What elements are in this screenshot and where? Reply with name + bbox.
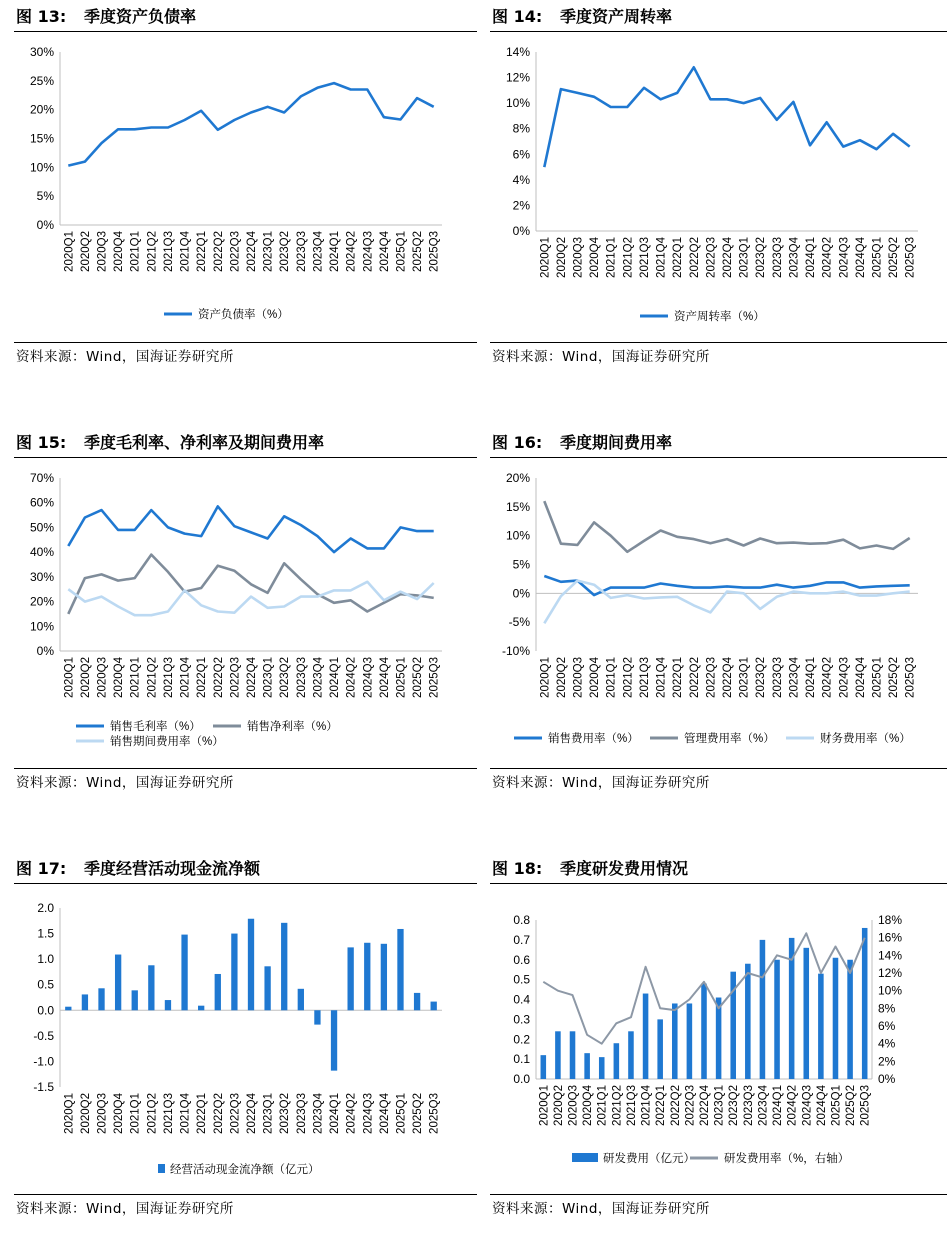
asset-turnover-chart: [490, 34, 947, 342]
x-tick-label: 2025Q1: [395, 1093, 408, 1134]
x-tick-label: 2025Q3: [428, 657, 441, 698]
y-tick-label: 10%: [505, 96, 530, 111]
x-tick-label: 2020Q2: [79, 231, 92, 272]
x-tick-label: 2020Q3: [572, 657, 585, 698]
x-tick-label: 2024Q1: [805, 657, 818, 698]
chart-panel-asset-turnover: [490, 4, 947, 399]
y-right-tick-label: 6%: [878, 1019, 896, 1033]
x-tick-label: 2025Q1: [871, 237, 884, 278]
chart-title: 图 13: 季度资产负债率: [14, 4, 477, 32]
y-tick-label: 8%: [512, 121, 530, 136]
bar: [198, 1006, 204, 1011]
x-tick-label: 2022Q3: [684, 1085, 697, 1126]
bar: [760, 940, 766, 1079]
series-line: [544, 67, 909, 167]
x-tick-label: 2024Q3: [838, 237, 851, 278]
x-tick-label: 2021Q1: [129, 1093, 142, 1134]
legend-label: 经营活动现金流净额（亿元）: [170, 1164, 320, 1176]
x-tick-label: 2024Q2: [345, 231, 358, 272]
x-tick-label: 2020Q4: [113, 1093, 126, 1134]
x-tick-label: 2024Q3: [362, 657, 375, 698]
bar: [98, 988, 104, 1010]
bar: [614, 1043, 620, 1079]
y-tick-label: 0.4: [513, 992, 530, 1007]
bar: [414, 993, 420, 1010]
y-right-tick-label: 2%: [878, 1054, 896, 1069]
y-tick-label: 20%: [29, 102, 54, 117]
x-tick-label: 2021Q4: [640, 1085, 653, 1126]
y-tick-label: 0.5: [37, 977, 54, 992]
series-line: [68, 83, 433, 166]
x-tick-label: 2025Q3: [428, 1093, 441, 1134]
y-right-tick-label: 8%: [878, 1001, 896, 1016]
x-tick-label: 2020Q1: [538, 1085, 551, 1126]
chart-title: 图 14: 季度资产周转率: [490, 4, 947, 32]
y-tick-label: -1.0: [33, 1054, 54, 1069]
x-tick-label: 2024Q1: [772, 1085, 785, 1126]
x-tick-label: 2023Q1: [262, 1093, 275, 1134]
x-tick-label: 2022Q4: [246, 1093, 258, 1134]
x-tick-label: 2023Q2: [279, 657, 292, 698]
bar: [215, 974, 221, 1010]
y-tick-label: 0%: [512, 224, 530, 238]
x-tick-label: 2021Q3: [162, 657, 175, 698]
y-tick-label: 0.3: [513, 1012, 530, 1027]
x-tick-label: 2025Q2: [888, 237, 901, 278]
rnd-expense-chart: [490, 886, 947, 1194]
y-tick-label: -5%: [508, 615, 530, 630]
bar: [541, 1055, 547, 1079]
x-tick-label: 2025Q2: [888, 657, 901, 698]
x-tick-label: 2023Q2: [728, 1085, 741, 1126]
x-tick-label: 2024Q4: [378, 231, 391, 272]
x-tick-label: 2021Q4: [655, 237, 668, 278]
y-tick-label: 0.0: [513, 1072, 530, 1086]
y-right-tick-label: 4%: [878, 1036, 896, 1051]
x-tick-label: 2021Q4: [179, 231, 192, 272]
source-note: 资料来源：Wind，国海证券研究所: [490, 342, 947, 370]
x-tick-label: 2023Q4: [788, 237, 801, 278]
x-tick-label: 2021Q1: [596, 1085, 609, 1126]
x-tick-label: 2024Q4: [854, 237, 867, 278]
y-tick-label: 50%: [29, 520, 54, 535]
x-tick-label: 2021Q2: [611, 1085, 624, 1126]
y-tick-label: 30%: [29, 569, 54, 584]
source-note: 资料来源：Wind，国海证券研究所: [490, 768, 947, 796]
x-tick-label: 2020Q2: [552, 1085, 565, 1126]
x-tick-label: 2024Q4: [815, 1085, 828, 1126]
legend-label: 销售净利率（%）: [247, 721, 338, 733]
x-tick-label: 2023Q3: [295, 657, 308, 698]
x-tick-label: 2023Q2: [755, 657, 768, 698]
x-tick-label: 2022Q3: [705, 657, 718, 698]
y-tick-label: 0.2: [513, 1032, 530, 1047]
series-line: [68, 582, 433, 615]
asset-liability-ratio-chart: [14, 34, 477, 342]
bar: [847, 960, 853, 1079]
series-line: [544, 501, 909, 552]
bar: [687, 1003, 693, 1079]
bar: [314, 1010, 320, 1024]
x-tick-label: 2024Q4: [378, 657, 391, 698]
x-tick-label: 2023Q1: [738, 657, 751, 698]
y-tick-label: 20%: [505, 471, 530, 485]
x-tick-label: 2022Q2: [212, 231, 225, 272]
legend-label: 销售期间费用率（%）: [110, 736, 224, 748]
x-tick-label: 2021Q2: [146, 231, 159, 272]
legend-swatch: [158, 1164, 165, 1173]
y-tick-label: -1.5: [33, 1080, 54, 1094]
bar: [248, 919, 254, 1011]
y-tick-label: 40%: [29, 545, 54, 560]
y-tick-label: 5%: [512, 557, 530, 572]
x-tick-label: 2021Q3: [638, 657, 651, 698]
x-tick-label: 2021Q2: [146, 1093, 159, 1134]
x-tick-label: 2020Q2: [79, 1093, 92, 1134]
legend-swatch: [572, 1153, 598, 1162]
x-tick-label: 2022Q1: [196, 657, 209, 698]
x-tick-label: 2024Q3: [838, 657, 851, 698]
x-tick-label: 2025Q3: [428, 231, 441, 272]
series-line: [68, 506, 433, 552]
bar: [331, 1010, 337, 1070]
chart-title: 图 15: 季度毛利率、净利率及期间费用率: [14, 430, 477, 458]
y-tick-label: 5%: [36, 189, 54, 204]
x-tick-label: 2020Q2: [555, 237, 568, 278]
margins-chart: [14, 460, 477, 768]
bar: [599, 1057, 605, 1079]
x-tick-label: 2024Q3: [362, 231, 375, 272]
x-tick-label: 2023Q3: [771, 237, 784, 278]
x-tick-label: 2024Q1: [329, 657, 342, 698]
bar: [264, 966, 270, 1010]
y-tick-label: 20%: [29, 594, 54, 609]
x-tick-label: 2023Q1: [713, 1085, 726, 1126]
x-tick-label: 2024Q3: [801, 1085, 814, 1126]
chart-panel-margins: [14, 430, 477, 825]
bar: [165, 1000, 171, 1010]
x-tick-label: 2021Q2: [622, 657, 635, 698]
legend-label: 研发费用率（%，右轴）: [724, 1153, 850, 1165]
x-tick-label: 2020Q4: [589, 237, 602, 278]
x-tick-label: 2024Q4: [854, 657, 867, 698]
x-tick-label: 2021Q3: [162, 231, 175, 272]
bar: [431, 1002, 437, 1011]
x-tick-label: 2023Q2: [755, 237, 768, 278]
y-tick-label: 4%: [512, 172, 530, 187]
bar: [231, 934, 237, 1011]
x-tick-label: 2023Q2: [279, 1093, 292, 1134]
x-tick-label: 2023Q3: [295, 231, 308, 272]
x-tick-label: 2025Q1: [871, 657, 884, 698]
source-note: 资料来源：Wind，国海证券研究所: [14, 342, 477, 370]
x-tick-label: 2025Q2: [412, 1093, 425, 1134]
x-tick-label: 2023Q4: [757, 1085, 770, 1126]
source-note: 资料来源：Wind，国海证券研究所: [14, 768, 477, 796]
bar: [555, 1031, 561, 1079]
x-tick-label: 2022Q2: [688, 237, 701, 278]
operating-cashflow-chart: [14, 886, 477, 1194]
x-tick-label: 2021Q3: [162, 1093, 175, 1134]
x-tick-label: 2022Q1: [672, 657, 685, 698]
x-tick-label: 2024Q1: [329, 231, 342, 272]
legend-label: 研发费用（亿元）: [603, 1153, 695, 1165]
bar: [701, 984, 707, 1079]
bar: [347, 947, 353, 1010]
x-tick-label: 2020Q3: [96, 231, 109, 272]
bar: [570, 1031, 576, 1079]
y-tick-label: 10%: [29, 160, 54, 175]
bar: [132, 990, 138, 1010]
y-tick-label: 0.8: [513, 913, 530, 927]
bar: [862, 928, 868, 1079]
legend-label: 资产周转率（%）: [674, 311, 765, 323]
bar: [298, 989, 304, 1010]
y-tick-label: 60%: [29, 495, 54, 510]
bar: [803, 948, 809, 1079]
bar: [364, 943, 370, 1011]
bar: [148, 965, 154, 1010]
x-tick-label: 2021Q1: [129, 231, 142, 272]
x-tick-label: 2020Q3: [567, 1085, 580, 1126]
x-tick-label: 2023Q1: [738, 237, 751, 278]
y-tick-label: 0.1: [513, 1052, 530, 1067]
legend-label: 管理费用率（%）: [684, 733, 775, 745]
y-tick-label: 0.7: [513, 932, 530, 947]
x-tick-label: 2020Q3: [96, 1093, 109, 1134]
x-tick-label: 2025Q3: [904, 237, 917, 278]
x-tick-label: 2024Q3: [362, 1093, 375, 1134]
x-tick-label: 2025Q1: [395, 657, 408, 698]
chart-panel-asset-liability: [14, 4, 477, 399]
bar: [745, 964, 751, 1079]
x-tick-label: 2021Q1: [605, 237, 618, 278]
x-tick-label: 2023Q4: [312, 1093, 325, 1134]
y-tick-label: 0.5: [513, 972, 530, 987]
y-tick-label: -0.5: [33, 1028, 54, 1043]
bar: [82, 994, 88, 1010]
bar: [833, 958, 839, 1079]
x-tick-label: 2025Q2: [845, 1085, 858, 1126]
series-line: [68, 555, 433, 614]
y-right-tick-label: 0%: [878, 1072, 896, 1086]
chart-title: 图 16: 季度期间费用率: [490, 430, 947, 458]
chart-panel-expense-ratios: [490, 430, 947, 825]
x-tick-label: 2025Q3: [904, 657, 917, 698]
y-tick-label: 14%: [505, 45, 530, 59]
y-right-tick-label: 14%: [878, 948, 903, 963]
bar: [818, 974, 824, 1079]
y-tick-label: 0.0: [37, 1003, 54, 1018]
x-tick-label: 2023Q2: [279, 231, 292, 272]
y-tick-label: 15%: [29, 131, 54, 146]
bar: [65, 1007, 71, 1011]
x-tick-label: 2025Q2: [412, 657, 425, 698]
y-tick-label: 70%: [29, 471, 54, 485]
y-tick-label: 30%: [29, 45, 54, 59]
y-right-tick-label: 18%: [878, 913, 903, 927]
bar: [628, 1031, 634, 1079]
x-tick-label: 2021Q4: [179, 1093, 192, 1134]
y-tick-label: 15%: [505, 499, 530, 514]
x-tick-label: 2020Q4: [113, 657, 126, 698]
bar: [181, 935, 187, 1011]
x-tick-label: 2023Q3: [295, 1093, 308, 1134]
x-tick-label: 2023Q4: [312, 657, 325, 698]
bar: [774, 960, 780, 1079]
x-tick-label: 2020Q1: [63, 657, 76, 698]
x-tick-label: 2023Q3: [771, 657, 784, 698]
source-note: 资料来源：Wind，国海证券研究所: [14, 1194, 477, 1222]
y-tick-label: 0.6: [513, 952, 530, 967]
bar: [381, 944, 387, 1010]
bar: [397, 929, 403, 1010]
x-tick-label: 2022Q1: [196, 231, 209, 272]
x-tick-label: 2024Q1: [805, 237, 818, 278]
x-tick-label: 2021Q3: [638, 237, 651, 278]
x-tick-label: 2022Q4: [699, 1085, 711, 1126]
y-tick-label: 10%: [505, 528, 530, 543]
bar: [115, 955, 121, 1011]
x-tick-label: 2020Q2: [79, 657, 92, 698]
x-tick-label: 2021Q3: [625, 1085, 638, 1126]
x-tick-label: 2024Q2: [345, 657, 358, 698]
y-tick-label: 1.0: [37, 952, 54, 967]
x-tick-label: 2022Q4: [246, 657, 258, 698]
x-tick-label: 2024Q2: [821, 657, 834, 698]
bar: [281, 923, 287, 1010]
y-tick-label: 1.5: [37, 926, 54, 941]
x-tick-label: 2022Q3: [705, 236, 718, 278]
x-tick-label: 2025Q1: [395, 231, 408, 272]
x-tick-label: 2025Q2: [412, 231, 425, 272]
x-tick-label: 2020Q4: [589, 657, 602, 698]
x-tick-label: 2022Q2: [212, 657, 225, 698]
y-tick-label: 2.0: [37, 901, 54, 915]
legend-label: 销售费用率（%）: [548, 733, 639, 745]
x-tick-label: 2020Q1: [63, 1093, 76, 1134]
x-tick-label: 2021Q2: [146, 657, 159, 698]
x-tick-label: 2024Q2: [345, 1093, 358, 1134]
x-tick-label: 2023Q3: [742, 1085, 755, 1126]
x-tick-label: 2021Q1: [605, 657, 618, 698]
chart-panel-rnd-expense: [490, 856, 947, 1251]
source-note: 资料来源：Wind，国海证券研究所: [490, 1194, 947, 1222]
y-right-tick-label: 12%: [878, 966, 903, 980]
x-tick-label: 2021Q2: [622, 237, 635, 278]
y-tick-label: 0%: [36, 644, 54, 658]
x-tick-label: 2022Q3: [229, 1093, 242, 1134]
x-tick-label: 2020Q1: [539, 657, 552, 698]
x-tick-label: 2022Q1: [196, 1093, 209, 1134]
y-tick-label: 12%: [505, 70, 530, 85]
x-tick-label: 2021Q4: [179, 657, 192, 698]
x-tick-label: 2022Q1: [655, 1085, 668, 1126]
x-tick-label: 2021Q1: [129, 657, 142, 698]
legend-label: 财务费用率（%）: [820, 733, 911, 745]
y-tick-label: 0%: [36, 218, 54, 232]
x-tick-label: 2022Q4: [722, 657, 734, 698]
x-tick-label: 2020Q1: [63, 231, 76, 272]
y-tick-label: 25%: [29, 73, 54, 88]
x-tick-label: 2025Q3: [859, 1085, 872, 1126]
x-tick-label: 2020Q3: [572, 237, 585, 278]
chart-title: 图 18: 季度研发费用情况: [490, 856, 947, 884]
bar: [643, 994, 649, 1079]
x-tick-label: 2024Q2: [786, 1085, 799, 1126]
x-tick-label: 2023Q1: [262, 231, 275, 272]
x-tick-label: 2022Q1: [672, 237, 685, 278]
x-tick-label: 2022Q3: [229, 230, 242, 272]
legend-label: 资产负债率（%）: [198, 309, 289, 321]
bar: [716, 998, 722, 1079]
x-tick-label: 2021Q4: [655, 657, 668, 698]
x-tick-label: 2023Q1: [262, 657, 275, 698]
bar: [584, 1053, 590, 1079]
expense-ratios-chart: [490, 460, 947, 768]
x-tick-label: 2023Q4: [788, 657, 801, 698]
x-tick-label: 2020Q4: [113, 231, 126, 272]
x-tick-label: 2023Q4: [312, 231, 325, 272]
x-tick-label: 2022Q2: [212, 1093, 225, 1134]
chart-title: 图 17: 季度经营活动现金流净额: [14, 856, 477, 884]
y-right-tick-label: 10%: [878, 983, 903, 998]
x-tick-label: 2022Q3: [229, 657, 242, 698]
x-tick-label: 2024Q1: [329, 1093, 342, 1134]
x-tick-label: 2025Q1: [830, 1085, 843, 1126]
x-tick-label: 2020Q4: [582, 1085, 595, 1126]
y-tick-label: 0%: [512, 586, 530, 601]
bar: [672, 1003, 678, 1079]
chart-panel-operating-cashflow: [14, 856, 477, 1251]
x-tick-label: 2022Q2: [688, 657, 701, 698]
y-tick-label: 2%: [512, 198, 530, 213]
x-tick-label: 2020Q1: [539, 237, 552, 278]
bar: [657, 1019, 663, 1079]
x-tick-label: 2022Q2: [669, 1085, 682, 1126]
x-tick-label: 2024Q2: [821, 237, 834, 278]
x-tick-label: 2020Q3: [96, 657, 109, 698]
y-tick-label: -10%: [501, 644, 530, 658]
x-tick-label: 2022Q4: [246, 231, 258, 272]
y-tick-label: 10%: [29, 619, 54, 634]
y-right-tick-label: 16%: [878, 930, 903, 945]
x-tick-label: 2022Q4: [722, 237, 734, 278]
x-tick-label: 2020Q2: [555, 657, 568, 698]
legend-label: 销售毛利率（%）: [110, 721, 201, 733]
y-tick-label: 6%: [512, 147, 530, 162]
x-tick-label: 2024Q4: [378, 1093, 391, 1134]
